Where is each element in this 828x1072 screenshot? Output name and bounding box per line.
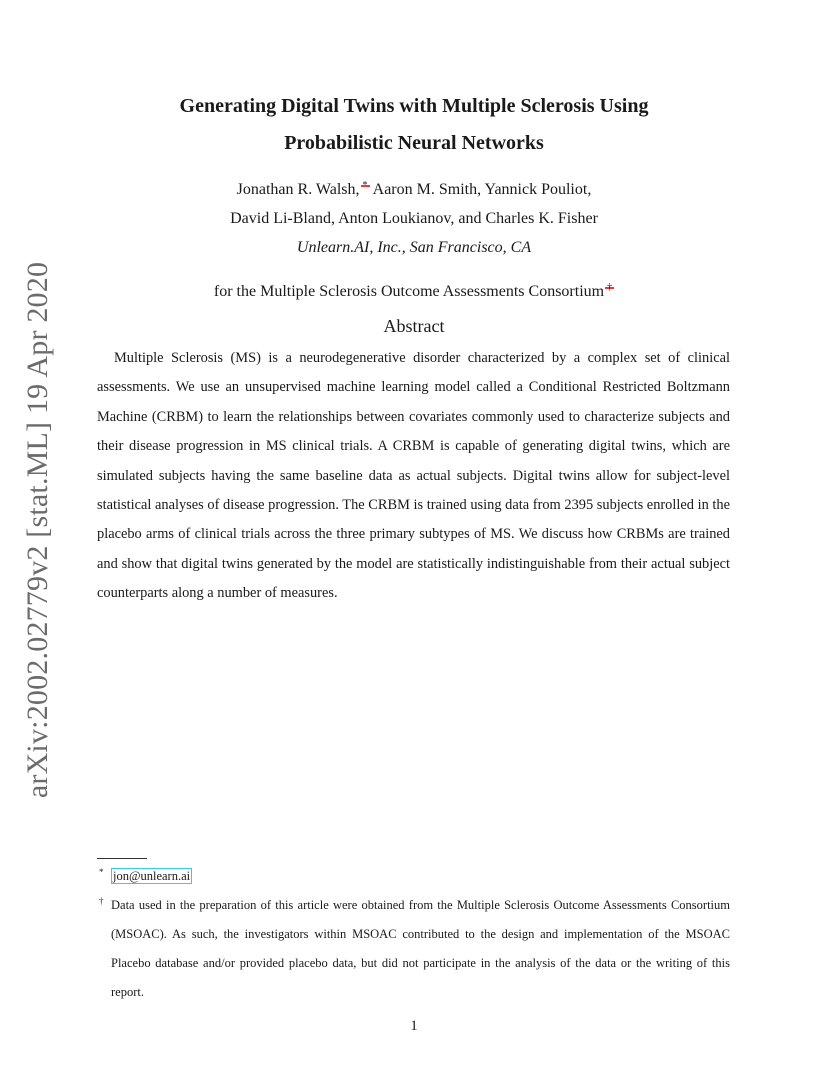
consortium-line — [0, 280, 828, 304]
footnote-star — [97, 862, 730, 891]
authors-line-1-rest: Aaron M. Smith, Yannick Pouliot, — [369, 181, 592, 198]
footnote-link-dagger[interactable]: † — [607, 281, 613, 293]
title-line-1: Generating Digital Twins with Multiple Sclerosis Using — [179, 95, 649, 117]
arxiv-sidebar — [18, 261, 58, 799]
abstract-body: Multiple Sclerosis (MS) is a neurodegenerative disorder characterized by a complex set of clinical assessments. We use an unsupervised machine learning model called a Conditional Restricted Boltzmann Machine (CRBM) to learn the relationships between covariates commonly used to characterize subjects and their disease progression in MS clinical trials. A CRBM is capable of generating digital twins, which are simulated subjects having the same baseline data as actual subjects. Digital twins allow for subject-level statistical analyses of disease progression. The CRBM is trained using data from 2395 subjects enrolled in the placebo arms of clinical trials across the three primary subtypes of MS. We discuss how CRBMs are trained and show that digital twins generated by the model are statistically indistinguishable from their actual subject counterparts along a number of measures. — [97, 350, 730, 602]
footnote-dagger-mark: † — [99, 896, 104, 906]
footnote-link-star[interactable]: * — [362, 179, 368, 191]
author-email-link[interactable]: jon@unlearn.ai — [113, 869, 191, 883]
author-walsh: Jonathan R. Walsh, — [236, 181, 360, 198]
page-number: 1 — [410, 1018, 418, 1034]
footnotes — [97, 862, 730, 1007]
abstract-heading: Abstract — [383, 316, 445, 336]
author-block — [0, 175, 828, 262]
arxiv-identifier: arXiv:2002.02779v2 [stat.ML] 19 Apr 2020 — [21, 261, 54, 799]
paper-title — [0, 88, 828, 162]
authors-line-1 — [0, 175, 828, 204]
consortium-text: for the Multiple Sclerosis Outcome Assessments Consortium — [213, 283, 605, 300]
title-line-2: Probabilistic Neural Networks — [284, 132, 544, 154]
footnote-divider — [97, 858, 147, 859]
footnote-dagger-text: Data used in the preparation of this article were obtained from the Multiple Sclerosis Outcome Assessments Consortium (MSOAC). As such, the investigators within MSOAC contributed to the design and implementation of the MSOAC Placebo database and/or provided placebo data, but did not participate in the analysis of the data or the writing of this report. — [111, 898, 730, 999]
footnote-star-mark: * — [99, 867, 104, 877]
footnote-dagger — [97, 891, 730, 1007]
affiliation: Unlearn.AI, Inc., San Francisco, CA — [296, 239, 532, 256]
authors-line-2: David Li-Bland, Anton Loukianov, and Charles K. Fisher — [230, 210, 598, 227]
